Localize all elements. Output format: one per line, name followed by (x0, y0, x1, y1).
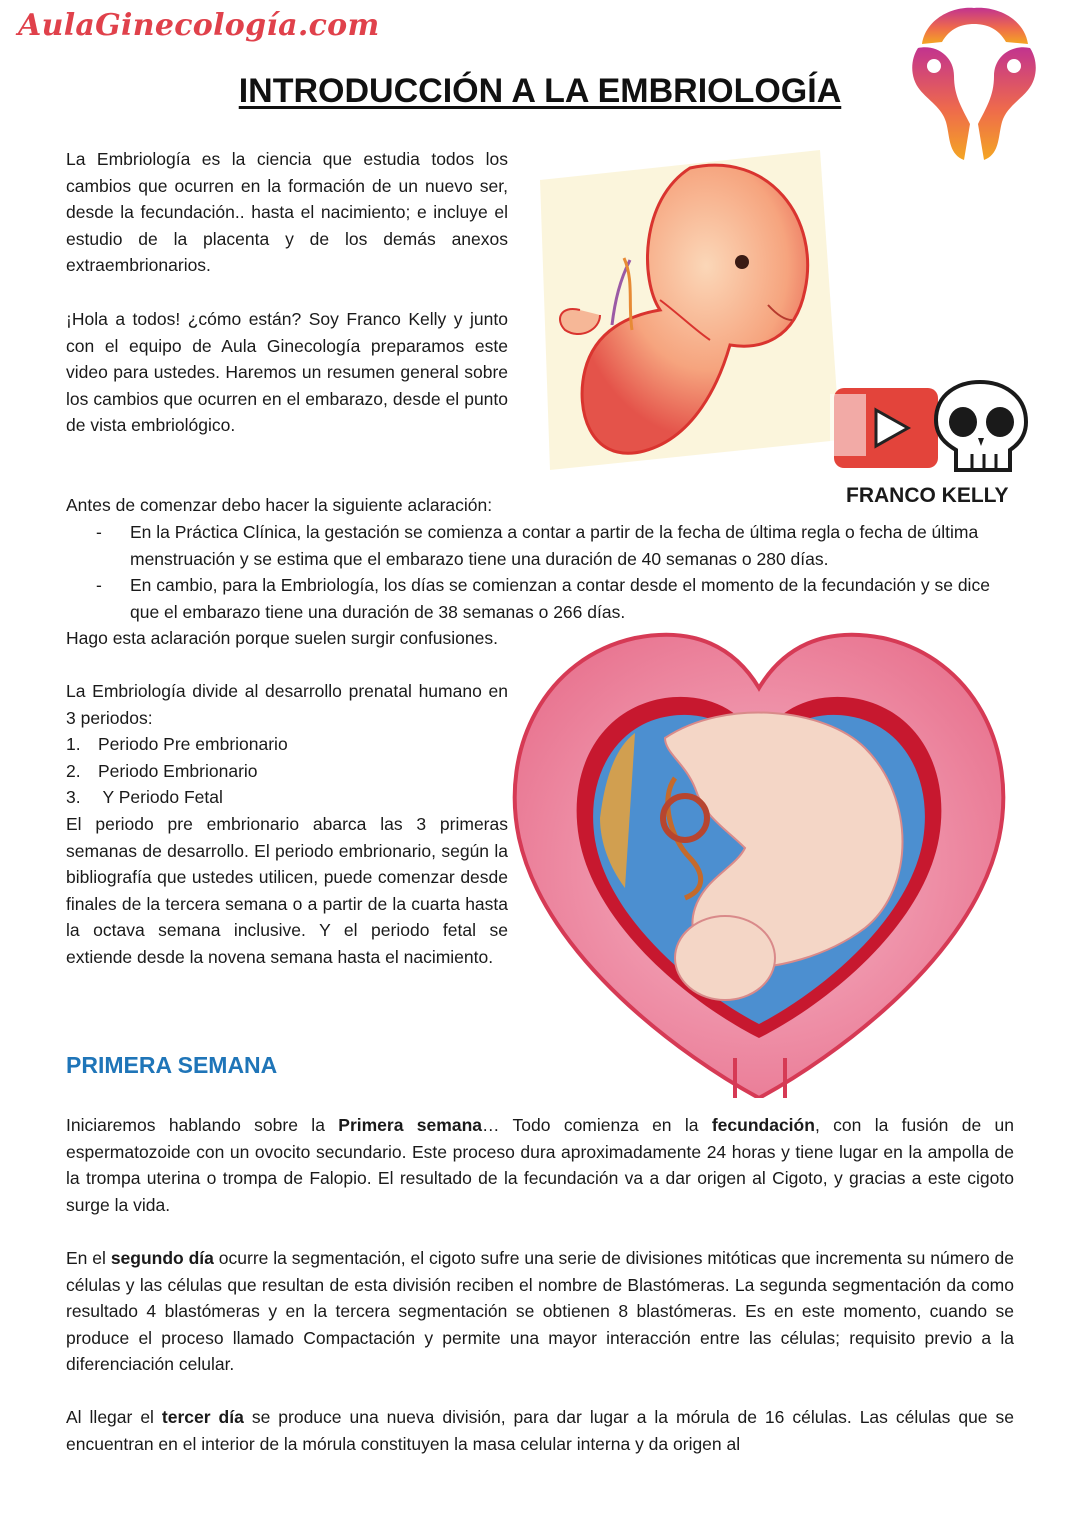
list-item: - En cambio, para la Embriología, los días se comienzan a contar desde el momento de la fecundación y se dice que el embarazo tiene una duración de 38 semanas o 266 días. (96, 575, 990, 622)
page-title: INTRODUCCIÓN A LA EMBRIOLOGÍA (238, 72, 842, 110)
intro-paragraph: La Embriología es la ciencia que estudia todos los cambios que ocurren en la formación de un nuevo ser, desde la fecundación.. hasta el nacimiento; e incluye el estudio de la placenta y de los demás anexos extraembrionarios. (66, 149, 508, 275)
clarification-note: Hago esta aclaración porque suelen surgir confusiones. (66, 628, 498, 648)
section-heading: PRIMERA SEMANA (66, 1052, 278, 1078)
list-item: 2. Periodo Embrionario (66, 760, 258, 781)
brand-logo-text[interactable]: AulaGinecología.com (18, 8, 380, 43)
second-day-paragraph: En el segundo día ocurre la segmentación, el cigoto sufre una serie de divisiones mitóticas que incrementa su número de células y las células que resultan de esta división reciben el nombre de Blastómeras. La segunda segmentación da como resultado 4 blastómeras y en la tercera segmentación se obtienen 8 blastómeras. Es en este momento, cuando se produce el proceso llamado Compactación y permite una mayor interacción entre las células; requisito previo a la diferenciación celular. (66, 1248, 1014, 1374)
periods-intro: La Embriología divide al desarrollo prenatal humano en 3 periodos: (66, 681, 508, 728)
periods-detail: El periodo pre embrionario abarca las 3 primeras semanas de desarrollo. El periodo embrionario, según la bibliografía que ustedes utilicen, puede comenzar desde finales de la tercera semana o a partir de la cuarta hasta la octava semana inclusive. Y el periodo fetal se extiende desde la novena semana hasta el nacimiento. (66, 814, 508, 967)
channel-mark (828, 380, 1028, 475)
channel-logo (828, 380, 1028, 475)
first-week-paragraph: Iniciaremos hablando sobre la Primera semana… Todo comienza en la fecundación, con la fusión de un espermatozoide con un ovocito secundario. Este proceso dura aproximadamente 24 horas y tiene lugar en la ampolla de la trompa uterina o trompa de Falopio. El resultado de la fecundación va a dar origen al Cigoto, y gracias a este cigoto surge la vida. (66, 1115, 1014, 1215)
clarification-list (66, 519, 1014, 625)
author-label: FRANCO KELLY (846, 484, 1009, 507)
list-item: - En la Práctica Clínica, la gestación se comienza a contar a partir de la fecha de última regla o fecha de última menstruación y se estima que el embarazo tiene una duración de 40 semanas o 280 días. (96, 522, 979, 569)
embryo-illustration (520, 140, 850, 485)
greeting-paragraph: ¡Hola a todos! ¿cómo están? Soy Franco Kelly y junto con el equipo de Aula Ginecología preparamos este video para ustedes. Haremos un resumen general sobre los cambios que ocurren en el embarazo, desde el punto de vista embriológico. (66, 309, 508, 435)
list-item: 3. Y Periodo Fetal (66, 787, 223, 807)
third-day-paragraph: Al llegar el tercer día se produce una nueva división, para dar lugar a la mórula de 16 células. Las células que se encuentran en el interior de la mórula constituyen la masa celular interna y da origen al (66, 1407, 1014, 1454)
skull-icon (936, 382, 1026, 470)
periods-list (66, 731, 508, 811)
fetus-in-uterus-illustration (505, 628, 1013, 1098)
play-icon (830, 388, 938, 468)
clarification-lead: Antes de comenzar debo hacer la siguiente aclaración: (66, 495, 493, 515)
list-item: 1. Periodo Pre embrionario (66, 734, 288, 754)
